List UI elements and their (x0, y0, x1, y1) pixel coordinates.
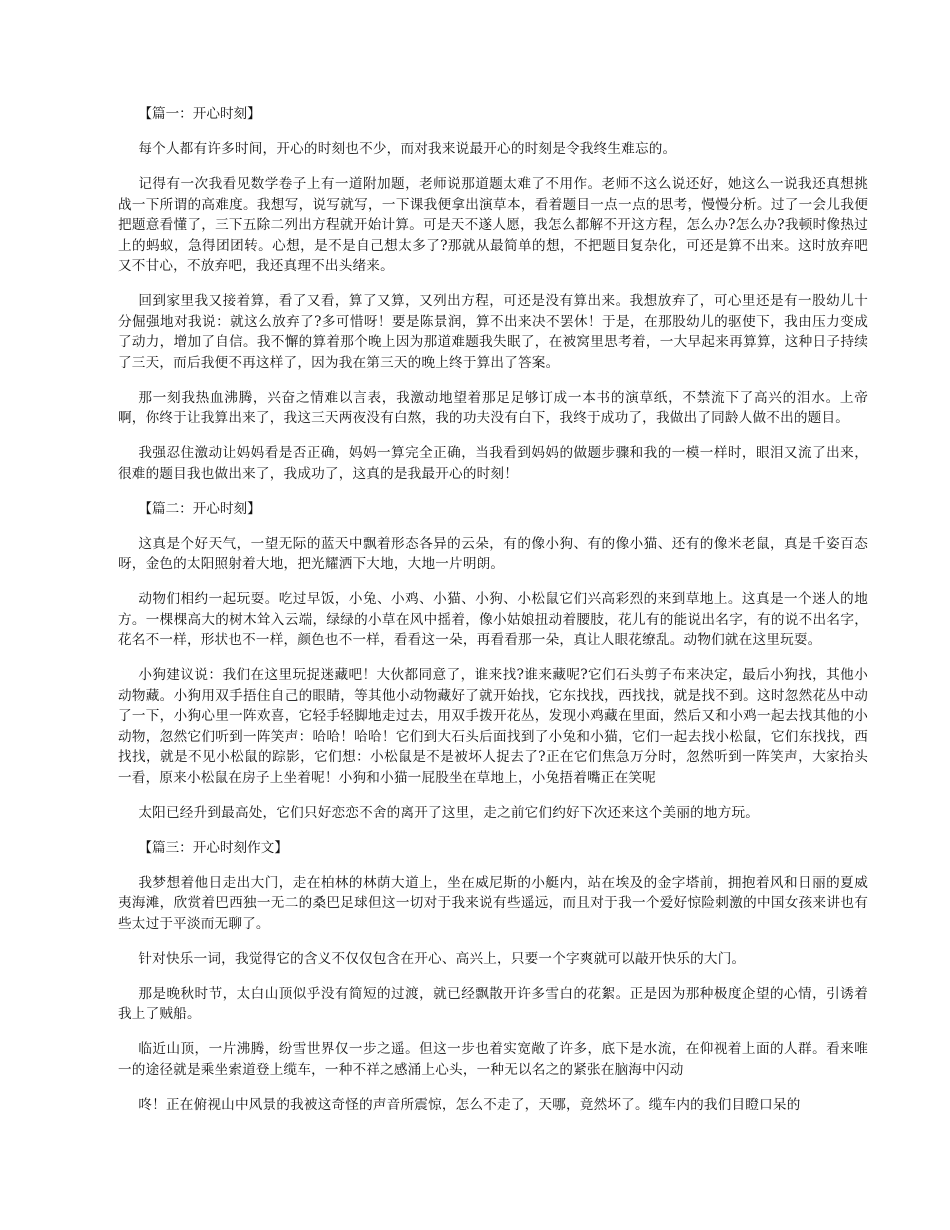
paragraph: 我梦想着他日走出大门，走在柏林的林荫大道上，坐在威尼斯的小艇内，站在埃及的金字塔前，拥抱着风和日丽的夏威夷海滩，欣赏着巴西独一无二的桑巴足球但这一切对于我来说有些遥远，而且对于我一个爱好惊险刺激的中国女孩来讲也有些太过于平淡而无聊了。 (118, 874, 868, 932)
paragraph: 小狗建议说：我们在这里玩捉迷藏吧！大伙都同意了，谁来找?谁来藏呢?它们石头剪子布来决定，最后小狗找，其他小动物藏。小狗用双手捂住自己的眼睛，等其他小动物藏好了就开始找，它东找找，西找找，就是找不到。这时忽然花丛中动了一下，小狗心里一阵欢喜，它轻手轻脚地走过去，用双手拨开花丛，发现小鸡藏在里面，然后又和小鸡一起去找其他的小动物，忽然它们听到一阵笑声：哈哈！哈哈！它们到大石头后面找到了小兔和小猫，它们一起去找小松鼠，它们东找找，西找找，就是不见小松鼠的踪影，它们想：小松鼠是不是被坏人捉去了?正在它们焦急万分时，忽然听到一阵笑声，大家抬头一看，原来小松鼠在房子上坐着呢！小狗和小猫一屁股坐在草地上，小兔捂着嘴正在笑呢 (118, 667, 868, 786)
paragraph: 每个人都有许多时间，开心的时刻也不少，而对我来说最开心的时刻是令我终生难忘的。 (138, 141, 677, 157)
paragraph: 动物们相约一起玩耍。吃过早饭，小兔、小鸡、小猫、小狗、小松鼠它们兴高彩烈的来到草地上。这真是一个迷人的地方。一棵棵高大的树木耸入云端，绿绿的小草在风中摇着，像小姑娘扭动着腰肢，花儿有的能说出名字，有的说不出名字，花名不一样，形状也不一样，颜色也不一样，看看这一朵，再看看那一朵，真让人眼花缭乱。动物们就在这里玩耍。 (118, 591, 868, 648)
paragraph: 我强忍住激动让妈妈看是否正确，妈妈一算完全正确，当我看到妈妈的做题步骤和我的一模一样时，眼泪又流了出来，很难的题目我也做出来了，我成功了，这真的是我最开心的时刻！ (118, 445, 868, 482)
paragraph: 太阳已经升到最高处，它们只好恋恋不舍的离开了这里，走之前它们约好下次还来这个美丽的地方玩。 (138, 804, 760, 821)
paragraph: 这真是个好天气，一望无际的蓝天中飘着形态各异的云朵，有的像小狗、有的像小猫、还有的像米老鼠，真是千姿百态呀，金色的太阳照射着大地，把光耀洒下大地，大地一片明朗。 (118, 535, 868, 572)
paragraph: 那一刻我热血沸腾，兴奋之情难以言表，我激动地望着那足足够订成一本书的演草纸，不禁流下了高兴的泪水。上帝啊，你终于让我算出来了，我这三天两夜没有白熬，我的功夫没有白下，我终于成功了，我做出了同龄人做不出的题目。 (118, 389, 868, 426)
paragraph: 记得有一次我看见数学卷子上有一道附加题，老师说那道题太难了不用作。老师不这么说还好，她这么一说我还真想挑战一下所谓的高难度。我想写，说写就写，一下课我便拿出演草本，看着题目一点一点的思考，慢慢分析。过了一会儿我便把题意看懂了，三下五除二列出方程就开始计算。可是天不遂人愿，我怎么都解不开这方程，怎么办?怎么办?我顿时像热过上的蚂蚁，急得团团转。心想，是不是自己想太多了?那就从最简单的想，不把题目复杂化，可还是算不出来。这时放弃吧又不甘心，不放弃吧，我还真理不出头绪来。 (118, 176, 868, 274)
paragraph: 那是晚秋时节，太白山顶似乎没有简短的过渡，就已经飘散开许多雪白的花絮。正是因为那种极度企望的心情，引诱着我上了贼船。 (118, 985, 868, 1022)
paragraph: 回到家里我又接着算，看了又看，算了又算，又列出方程，可还是没有算出来。我想放弃了，可心里还是有一股幼儿十分倔强地对我说：就这么放弃了?多可惜呀！要是陈景润，算不出来决不罢休！于是，在那股幼儿的驱使下，我由压力变成了动力，增加了自信。我不懈的算着那个晚上因为那道难题我失眠了，在被窝里思考着，一大早起来再算算，这种日子持续了三天，而后我便不再这样了，因为我在第三天的晚上终于算出了答案。 (118, 293, 868, 371)
paragraph: 临近山顶，一片沸腾，纷雪世界仅一步之遥。但这一步也着实宽敞了许多，底下是水流，在仰视着上面的人群。看来唯一的途径就是乘坐索道登上缆车，一种不祥之感涌上心头，一种无以名之的紧张在脑海中闪动 (118, 1041, 868, 1078)
paragraph: 针对快乐一词，我觉得它的含义不仅仅包含在开心、高兴上，只要一个字爽就可以敲开快乐的大门。 (138, 950, 746, 967)
heading-part-1: 【篇一：开心时刻】 (138, 106, 261, 122)
heading-part-3: 【篇三：开心时刻作文】 (138, 839, 288, 856)
paragraph: 咚！正在俯视山中风景的我被这奇怪的声音所震惊，怎么不走了，天哪，竟然坏了。缆车内的我们目瞪口呆的 (138, 1096, 801, 1113)
heading-part-2: 【篇二：开心时刻】 (138, 500, 261, 517)
